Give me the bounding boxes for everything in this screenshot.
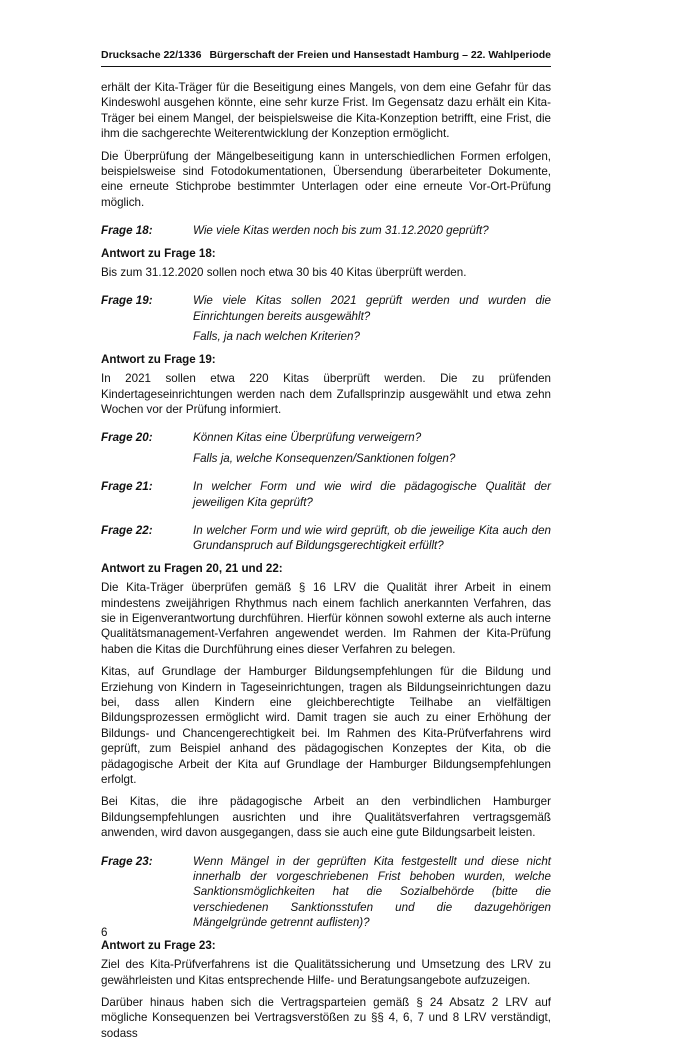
question-22-label: Frage 22: bbox=[101, 523, 153, 537]
question-18 bbox=[101, 223, 551, 238]
document-number: Drucksache 22/1336 bbox=[101, 49, 202, 61]
question-20-followup: Falls ja, welche Konsequenzen/Sanktionen folgen? bbox=[193, 451, 456, 465]
answer-20-22-paragraph-1: Die Kita-Träger überprüfen gemäß § 16 LRV die Qualität ihrer Arbeit in einem mindestens zweijährigen Rhythmus nach einem fachlich anerkannten Verfahren, das sie in Eigenverantwortung durchführen. Hierfür können sowohl externe als auch interne Qualitätsmanagement-Verfahren angewendet werden. Im Rahmen der Kita-Prüfung haben die Kitas die Durchführung eines dieser Verfahren zu belegen. bbox=[101, 581, 551, 656]
header-rule bbox=[101, 66, 551, 67]
answer-20-22-paragraph-3: Bei Kitas, die ihre pädagogische Arbeit an den verbindlichen Hamburger Bildungsempfehlungen ausrichten und ihre Qualitätsverfahren vertragsgemäß anwenden, wird davon ausgegangen, dass sie auch eine gute Bildungsarbeit leisten. bbox=[101, 795, 551, 840]
question-18-text: Wie viele Kitas werden noch bis zum 31.12.2020 geprüft? bbox=[193, 224, 489, 238]
question-19-label: Frage 19: bbox=[101, 294, 153, 308]
parliament-title: Bürgerschaft der Freien und Hansestadt Hamburg – 22. Wahlperiode bbox=[209, 49, 551, 61]
document-body bbox=[101, 80, 551, 1048]
page-number: 6 bbox=[101, 926, 108, 939]
question-19-text: Wie viele Kitas sollen 2021 geprüft werden und wurden die Einrichtungen bereits ausgewählt? bbox=[193, 294, 551, 323]
question-23-label: Frage 23: bbox=[101, 854, 153, 868]
answer-23-paragraph-1: Ziel des Kita-Prüfverfahrens ist die Qualitätssicherung und Umsetzung des LRV zu gewährleisten und Kitas entsprechende Hilfe- und Beratungsangebote aufzuzeigen. bbox=[101, 958, 551, 987]
question-23 bbox=[101, 854, 551, 931]
answer-18-text: Bis zum 31.12.2020 sollen noch etwa 30 bis 40 Kitas überprüft werden. bbox=[101, 266, 467, 280]
question-22-text: In welcher Form und wie wird geprüft, ob die jeweilige Kita auch den Grundanspruch auf Bildungsgerechtigkeit erfüllt? bbox=[193, 523, 551, 553]
question-21 bbox=[101, 479, 551, 510]
question-19 bbox=[101, 293, 551, 344]
answer-23-paragraph-2: Darüber hinaus haben sich die Vertragsparteien gemäß § 24 Absatz 2 LRV auf mögliche Konsequenzen bei Vertragsverstößen zu §§ 4, 6, 7 und 8 LRV verständigt, sodass bbox=[101, 995, 551, 1040]
intro-paragraph-2: Die Überprüfung der Mängelbeseitigung kann in unterschiedlichen Formen erfolgen, beispielsweise sind Fotodokumentationen, Übersendung überarbeiteter Dokumente, eine erneute Stichprobe bestimmter Unterlagen oder eine erneute Vor-Ort-Prüfung möglich. bbox=[101, 149, 551, 209]
answer-19-heading: Antwort zu Frage 19: bbox=[101, 352, 216, 366]
question-23-text: Wenn Mängel in der geprüften Kita festgestellt und diese nicht innerhalb der vorgeschriebenen Frist behoben wurden, welche Sanktionsmöglichkeiten hat die Sozialbehörde (bitte die verschiedenen Sanktionsstufen und die dazugehörigen Mängelgründe getrennt auflisten)? bbox=[193, 854, 551, 930]
question-19-followup: Falls, ja nach welchen Kriterien? bbox=[193, 330, 360, 344]
answer-20-22-heading: Antwort zu Fragen 20, 21 und 22: bbox=[101, 561, 283, 575]
question-20-label: Frage 20: bbox=[101, 431, 153, 445]
question-20 bbox=[101, 430, 551, 466]
answer-19-text: In 2021 sollen etwa 220 Kitas überprüft werden. Die zu prüfenden Kindertageseinrichtungen werden nach dem Zufallsprinzip ausgewählt und etwa zehn Wochen vor der Prüfung informiert. bbox=[101, 372, 551, 416]
question-22 bbox=[101, 523, 551, 554]
answer-23-heading: Antwort zu Frage 23: bbox=[101, 938, 216, 952]
question-21-label: Frage 21: bbox=[101, 480, 153, 494]
intro-paragraph-1: erhält der Kita-Träger für die Beseitigung eines Mangels, von dem eine Gefahr für das Kindeswohl ausgehen könnte, eine sehr kurze Frist. Im Gegensatz dazu erhält ein Kita-Träger bei einem Mangel, der beispielsweise die Kita-Konzeption betrifft, eine Frist, die ihm die sachgerechte Weiterentwicklung der Konzeption ermöglicht. bbox=[101, 81, 551, 141]
question-20-text: Können Kitas eine Überprüfung verweigern? bbox=[193, 431, 422, 445]
question-18-label: Frage 18: bbox=[101, 224, 153, 238]
answer-18-heading: Antwort zu Frage 18: bbox=[101, 246, 216, 260]
answer-20-22-paragraph-2: Kitas, auf Grundlage der Hamburger Bildungsempfehlungen für die Bildung und Erziehung von Kindern in Tageseinrichtungen, tragen als Bildungseinrichtungen dazu bei, dass allen Kindern eine gleichberechtigte Teilhabe an vielfältigen Bildungsprozessen ermöglicht wird. Damit tragen sie auch zu einer Erhöhung der Bildungs- und Chancengerechtigkeit bei. Im Rahmen des Kita-Prüfverfahrens wird geprüft, zum Beispiel anhand des pädagogischen Konzeptes der Kita, ob die pädagogische Arbeit der Kita auf Grundlage der Hamburger Bildungsempfehlungen erfolgt. bbox=[101, 665, 551, 787]
question-21-text: In welcher Form und wie wird die pädagogische Qualität der jeweiligen Kita geprüft? bbox=[193, 480, 551, 509]
